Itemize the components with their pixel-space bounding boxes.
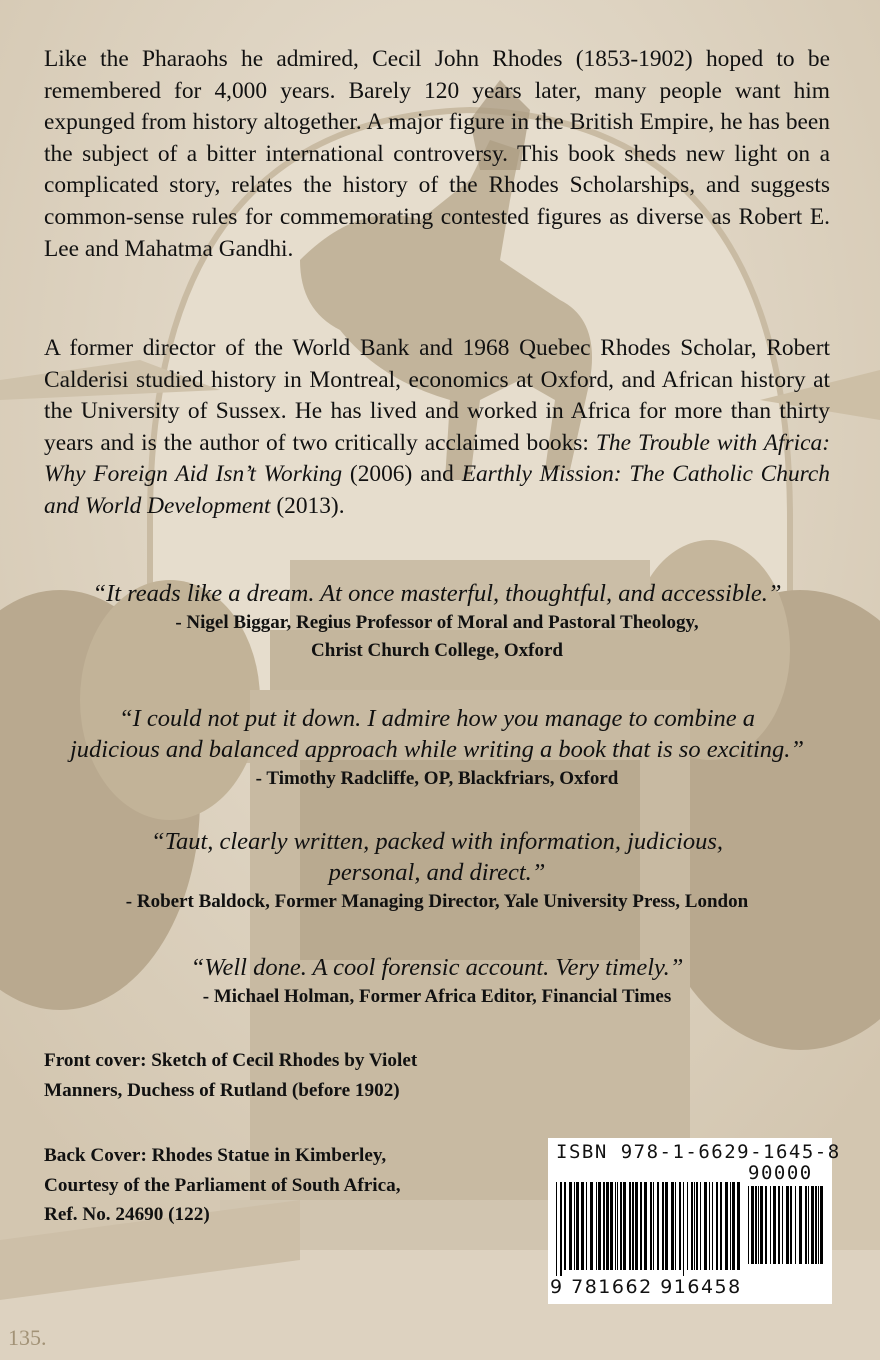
barcode-bar [679,1182,681,1270]
barcode-bar [755,1186,757,1264]
barcode-bar [657,1182,659,1270]
credit-line: Courtesy of the Parliament of South Africa, [44,1174,401,1196]
barcode-bar [790,1186,792,1264]
barcode-bar [782,1186,783,1264]
barcode-bar [751,1186,754,1264]
barcode-bar [650,1182,652,1270]
author-bio-text: A former director of the World Bank and 1968 Quebec Rhodes Scholar, Robert Calderisi studied history in Montreal, economics at Oxford, and African history at the University of Sussex. He has lived and worked in Africa for more than thirty years and is the author of two critically acclaimed books: [44,335,830,456]
barcode-bar [662,1182,664,1270]
barcode-bar [640,1182,642,1270]
quote-text: “Well done. A cool forensic account. Very timely.” [190,954,684,981]
barcode-bar [560,1182,562,1276]
price-code: 90000 [748,1162,813,1184]
barcode-bar [564,1182,566,1270]
barcode-bar [556,1182,557,1276]
barcode-bar [760,1186,763,1264]
quote-attribution: - Robert Baldock, Former Managing Director, Yale University Press, London [125,891,749,912]
barcode-bar [569,1182,572,1270]
barcode-bar [623,1182,626,1270]
front-cover-credit [44,1046,514,1105]
photo-caption: 135. [8,1325,47,1350]
barcode-bar [778,1186,780,1264]
quote-attribution: - Timothy Radcliffe, OP, Blackfriars, Oxford [255,768,619,789]
barcode-bar [590,1182,593,1270]
barcode-bar [770,1186,771,1264]
review-quote-holman [44,952,830,1011]
quote-text: “I could not put it down. I admire how you manage to combine a [118,705,756,732]
barcode-bar [730,1182,731,1270]
barcode-bar [629,1182,631,1270]
barcode-bar [786,1186,789,1264]
barcode-bar [799,1186,802,1264]
barcode-digits: 9 781662 916458 [550,1276,742,1298]
barcode-bar [576,1182,579,1270]
barcode-bar [615,1182,616,1270]
barcode-bar [818,1186,819,1264]
credit-line: Manners, Duchess of Rutland (before 1902) [44,1079,400,1101]
barcode-bars-main [556,1182,742,1276]
barcode-bar [725,1182,728,1270]
barcode-bar [620,1182,622,1270]
barcode-bar [815,1186,817,1264]
barcode-bar [574,1182,575,1270]
barcode-bar [773,1186,776,1264]
quote-text: “It reads like a dream. At once masterful, thoughtful, and accessible.” [92,580,782,607]
quote-attribution: - Nigel Biggar, Regius Professor of Moral and Pastoral Theology, [175,612,699,633]
barcode-bar [758,1186,759,1264]
book-description: Like the Pharaohs he admired, Cecil John Rhodes (1853-1902) hoped to be remembered for 4,000 years. Barely 120 years later, many people want him expunged from history altogether. A major figure in the British Empire, he has been the subject of a bitter international controversy. This book sheds new light on a complicated story, relates the history of the Rhodes Scholarships, and suggests common-sense rules for commemorating contested figures as diverse as Robert E. Lee and Mahatma Gandhi. [44,46,830,262]
review-quote-biggar [44,578,830,665]
barcode-bar [687,1182,688,1270]
barcode-bar [581,1182,584,1270]
quote-text: “Taut, clearly written, packed with information, judicious, [150,828,724,855]
barcode-bar [671,1182,674,1270]
barcode-bar [704,1182,707,1270]
barcode-bar [596,1182,597,1270]
book-year-2013: (2013). [270,492,345,519]
review-quote-radcliffe [44,703,830,793]
quote-text: judicious and balanced approach while writing a book that is so exciting.” [69,736,805,763]
barcode-bar [716,1182,718,1270]
author-bio [44,333,830,523]
isbn-barcode [548,1138,841,1304]
book-title-trouble-with-africa: The Trouble with Africa: Why Foreign Aid Isn’t Working [44,429,830,488]
credit-line: Back Cover: Rhodes Statue in Kimberley, [44,1145,387,1166]
barcode-bar [694,1182,695,1270]
barcode-bar [732,1182,735,1270]
barcode-bar [720,1182,722,1270]
barcode-bar [598,1182,601,1270]
isbn-label: ISBN 978-1-6629-1645-8 [556,1141,841,1163]
barcode-bar [603,1182,605,1270]
quote-attribution: - Michael Holman, Former Africa Editor, Financial Times [202,986,672,1007]
barcode-bar [644,1182,647,1270]
barcode-bar [635,1182,638,1270]
credit-line: Front cover: Sketch of Cecil Rhodes by Violet [44,1050,418,1071]
barcode-bar [808,1186,809,1264]
back-cover-credit [44,1141,514,1230]
barcode-bar [665,1182,668,1270]
barcode-bar [696,1182,698,1270]
barcode-bar [610,1182,613,1270]
barcode-bar [632,1182,634,1270]
barcode-bar [617,1182,618,1270]
barcode-bar [820,1186,823,1264]
barcode-bars-addon [748,1186,826,1270]
barcode-bar [765,1186,767,1264]
barcode-bar [586,1182,587,1270]
barcode-bar [811,1186,814,1264]
barcode-bar [712,1182,713,1270]
quote-text: personal, and direct.” [328,859,546,886]
credit-line: Ref. No. 24690 (122) [44,1204,210,1225]
book-year-2006: (2006) and [342,461,462,488]
barcode-bar [675,1182,676,1270]
quote-attribution: Christ Church College, Oxford [311,640,563,661]
barcode-bar [653,1182,654,1270]
barcode-bar [709,1182,710,1270]
barcode-bar [700,1182,701,1270]
barcode-bar [683,1182,684,1276]
barcode-bar [606,1182,609,1270]
barcode-bar [795,1186,796,1264]
barcode-bar [805,1186,807,1264]
barcode-bar [748,1186,749,1264]
barcode-bar [691,1182,693,1270]
review-quote-baldock [44,826,830,916]
book-title-earthly-mission: Earthly Mission: The Catholic Church and World Development [44,461,830,519]
barcode-bar [737,1182,740,1270]
